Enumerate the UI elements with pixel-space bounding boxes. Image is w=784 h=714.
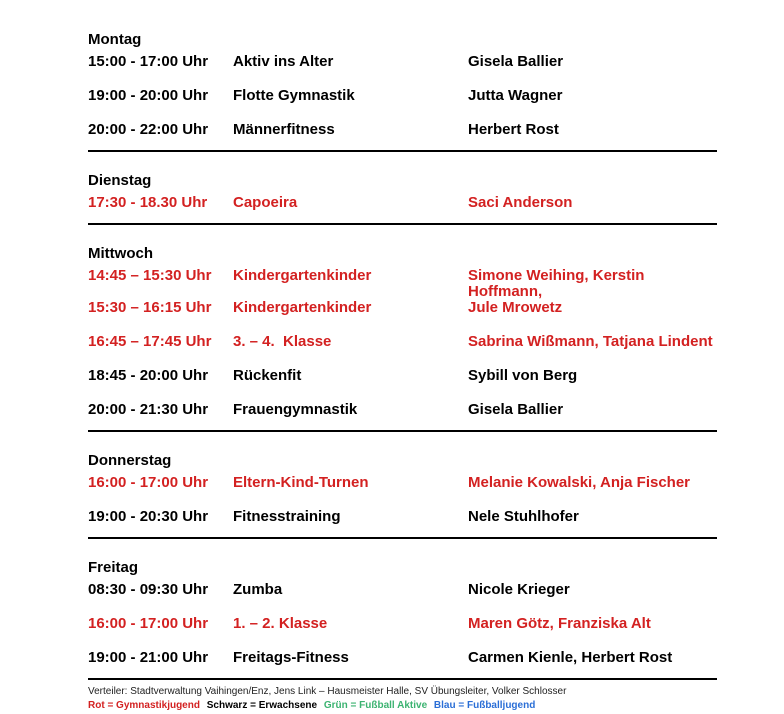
time-cell: 20:00 - 22:00 Uhr [88,121,209,138]
legend-item-schwarz: Schwarz = Erwachsene [206,700,318,711]
schedule-row [88,88,717,104]
time-cell: 08:30 - 09:30 Uhr [88,581,209,598]
instructor-cell: Jutta Wagner [468,87,563,104]
schedule-row [88,475,717,491]
instructor-cell: Sabrina Wißmann, Tatjana Lindent [468,333,713,350]
activity-cell: Eltern-Kind-Turnen [233,474,369,491]
time-cell: 19:00 - 21:00 Uhr [88,649,209,666]
day-heading: Freitag [88,559,139,576]
instructor-cell: Simone Weihing, Kerstin Hoffmann, [468,267,649,300]
day-heading: Montag [88,31,142,48]
schedule-row [88,509,717,525]
instructor-cell: Carmen Kienle, Herbert Rost [468,649,673,666]
instructor-cell: Nicole Krieger [468,581,570,598]
time-cell: 15:30 – 16:15 Uhr [88,299,212,316]
day-section-freitag [88,560,717,680]
activity-cell: Freitags-Fitness [233,649,349,666]
instructor-cell: Maren Götz, Franziska Alt [468,615,651,632]
instructor-cell: Melanie Kowalski, Anja Fischer [468,474,691,491]
color-legend [88,699,717,712]
schedule-row [88,195,717,211]
schedule-row [88,402,717,418]
instructor-cell: Sybill von Berg [468,367,578,384]
time-cell: 17:30 - 18.30 Uhr [88,194,208,211]
activity-cell: Aktiv ins Alter [233,53,334,70]
day-section-dienstag [88,173,717,225]
activity-cell: Fitnesstraining [233,508,341,525]
day-heading: Mittwoch [88,245,153,262]
legend-item-gruen: Grün = Fußball Aktive [323,700,428,711]
legend-item-blau: Blau = Fußballjugend [433,700,536,711]
activity-cell: Rückenfit [233,367,302,384]
schedule-row [88,334,717,350]
time-cell: 19:00 - 20:00 Uhr [88,87,209,104]
day-section-donnerstag [88,453,717,539]
day-section-montag [88,32,717,152]
activity-cell: Kindergartenkinder [233,267,372,284]
time-cell: 18:45 - 20:00 Uhr [88,367,209,384]
activity-cell: 3. – 4. Klasse [233,333,332,350]
time-cell: 19:00 - 20:30 Uhr [88,508,209,525]
instructor-cell: Herbert Rost [468,121,559,138]
schedule-row [88,300,717,316]
time-cell: 16:00 - 17:00 Uhr [88,615,209,632]
activity-cell: Zumba [233,581,283,598]
schedule-row [88,582,717,598]
instructor-cell: Gisela Ballier [468,401,564,418]
activity-cell: 1. – 2. Klasse [233,615,328,632]
legend-item-rot: Rot = Gymnastikjugend [88,700,200,711]
time-cell: 14:45 – 15:30 Uhr [88,267,212,284]
activity-cell: Männerfitness [233,121,335,138]
schedule-row [88,368,717,384]
instructor-cell: Jule Mrowetz [468,299,563,316]
day-section-mittwoch [88,246,717,432]
schedule-row [88,650,717,666]
distribution-note: Verteiler: Stadtverwaltung Vaihingen/Enz, Jens Link – Hausmeister Halle, SV Übungsleiter, Volker Schlosser [88,686,567,697]
section-divider [88,678,717,680]
time-cell: 16:00 - 17:00 Uhr [88,474,209,491]
document-footer [88,685,717,712]
section-divider [88,430,717,432]
time-cell: 16:45 – 17:45 Uhr [88,333,212,350]
instructor-cell: Nele Stuhlhofer [468,508,579,525]
section-divider [88,537,717,539]
instructor-cell: Gisela Ballier [468,53,564,70]
time-cell: 15:00 - 17:00 Uhr [88,53,209,70]
time-cell: 20:00 - 21:30 Uhr [88,401,209,418]
activity-cell: Frauengymnastik [233,401,358,418]
activity-cell: Capoeira [233,194,298,211]
schedule-row [88,616,717,632]
activity-cell: Kindergartenkinder [233,299,372,316]
schedule-row [88,122,717,138]
section-divider [88,223,717,225]
day-heading: Dienstag [88,172,152,189]
instructor-cell: Saci Anderson [468,194,573,211]
activity-cell: Flotte Gymnastik [233,87,355,104]
schedule-row [88,54,717,70]
schedule-row [88,268,717,300]
section-divider [88,150,717,152]
day-heading: Donnerstag [88,452,172,469]
